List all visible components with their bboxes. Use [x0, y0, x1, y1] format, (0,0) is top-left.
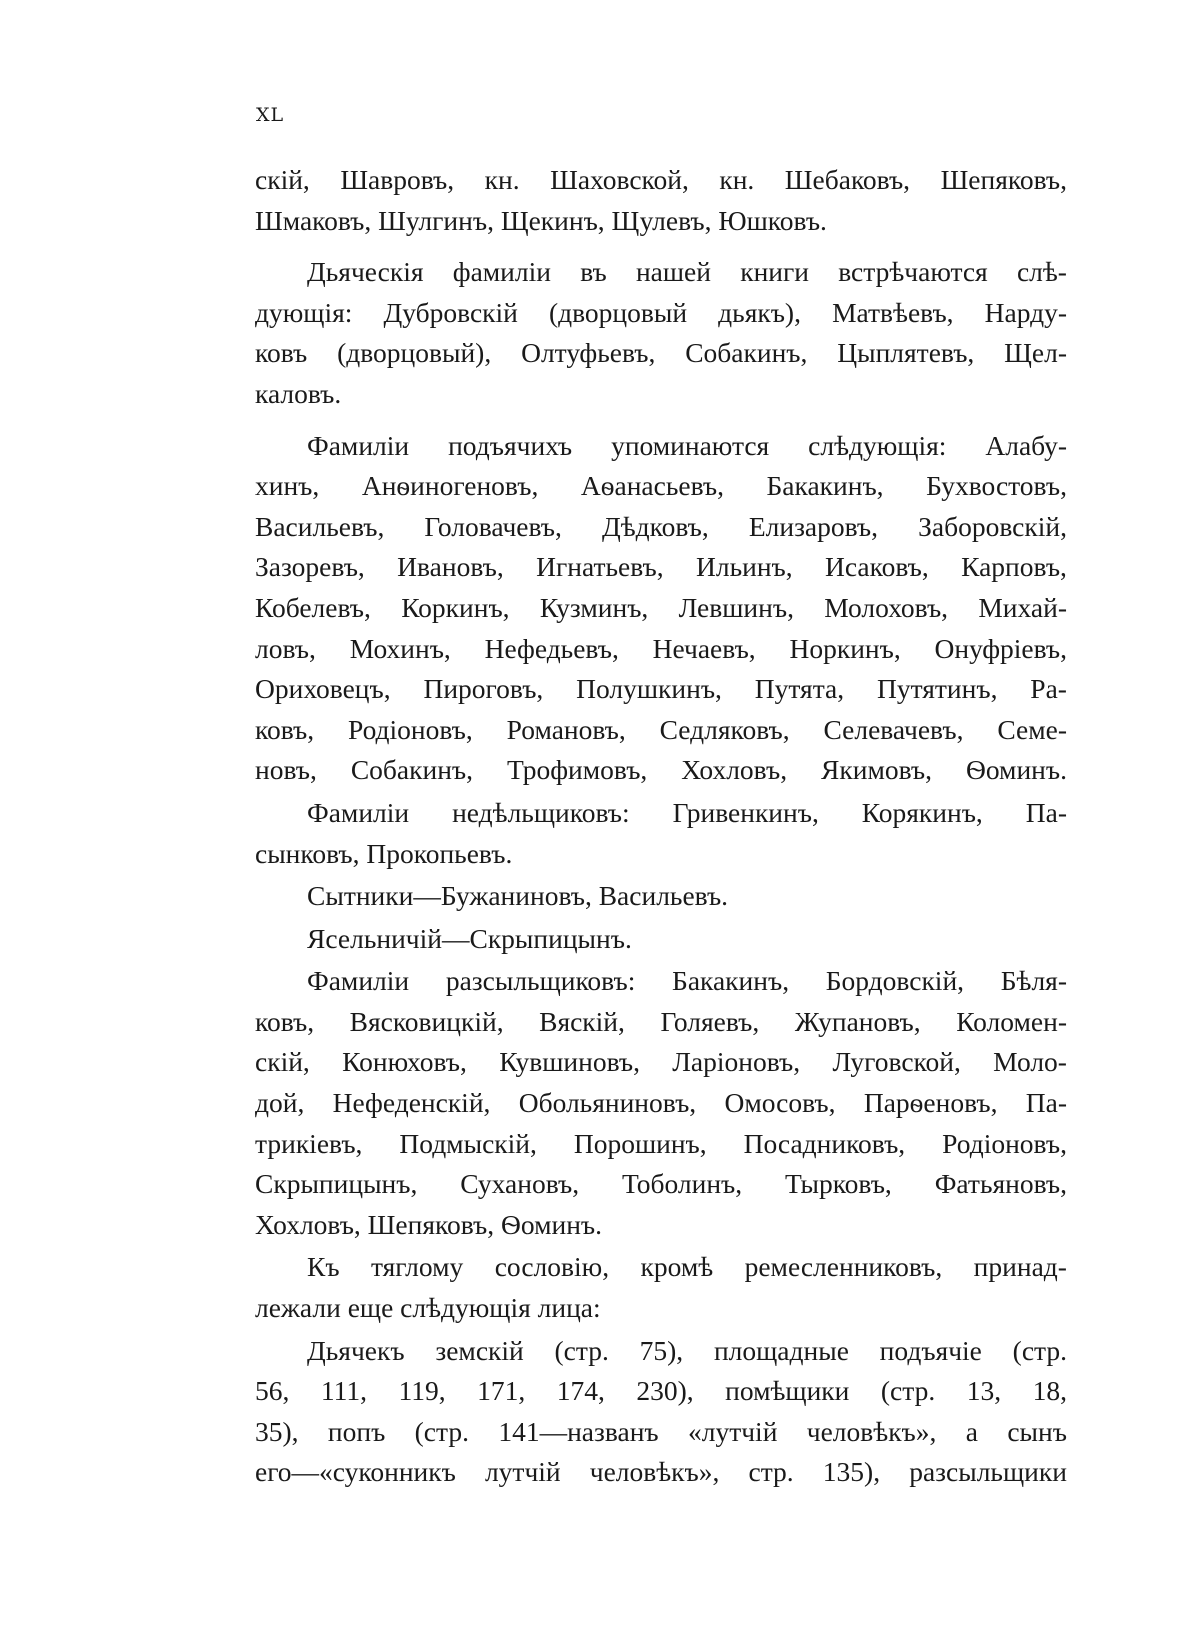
page-number: XL: [256, 104, 285, 126]
text-line: сынковъ, Прокопьевъ.: [255, 837, 513, 869]
text-line: Ясельничій—Скрыпицынъ.: [307, 922, 632, 954]
text-line: дой, Нефеденскій, Обольяниновъ, Омосовъ, Парѳеновъ, Па-: [255, 1087, 1067, 1119]
text-line: каловъ.: [255, 377, 342, 409]
text-line: скій, Шавровъ, кн. Шаховской, кн. Шебаковъ, Шепяковъ,: [255, 164, 1067, 195]
text-line: ковъ, Родіоновъ, Романовъ, Седляковъ, Селевачевъ, Семе-: [255, 713, 1067, 745]
text-line: дующія: Дубровскій (дворцовый дьякъ), Матвѣевъ, Нарду-: [255, 296, 1067, 328]
text-line: Шмаковъ, Шулгинъ, Щекинъ, Щулевъ, Юшковъ.: [255, 204, 827, 236]
text-line: ковъ, Вясковицкій, Вяскій, Голяевъ, Жупановъ, Коломен-: [255, 1005, 1067, 1037]
text-line: Васильевъ, Головачевъ, Дѣдковъ, Елизаровъ, Заборовскій,: [255, 510, 1067, 542]
text-line: Фамиліи недѣльщиковъ: Гривенкинъ, Корякинъ, Па-: [307, 796, 1067, 828]
text-line: Скрыпицынъ, Сухановъ, Тоболинъ, Тырковъ, Фатьяновъ,: [255, 1168, 1067, 1200]
text-line: трикіевъ, Подмыскій, Порошинъ, Посадниковъ, Родіоновъ,: [255, 1127, 1067, 1159]
text-line: Сытники—Бужаниновъ, Васильевъ.: [307, 880, 729, 912]
text-line: Къ тяглому сословію, кромѣ ремесленниковъ, принад-: [307, 1251, 1067, 1283]
text-line: 56, 111, 119, 171, 174, 230), помѣщики (стр. 13, 18,: [255, 1375, 1067, 1407]
text-line: 35), попъ (стр. 141—названъ «лутчій человѣкъ», а сынъ: [255, 1415, 1067, 1447]
text-line: скій, Конюховъ, Кувшиновъ, Ларіоновъ, Луговской, Моло-: [255, 1046, 1067, 1078]
text-line: Зазоревъ, Ивановъ, Игнатьевъ, Ильинъ, Исаковъ, Карповъ,: [255, 551, 1067, 583]
text-line: Фамиліи разсыльщиковъ: Бакакинъ, Бордовскій, Бѣля-: [307, 965, 1067, 997]
body-text: [255, 160, 1067, 1493]
text-line: Фамиліи подъячихъ упоминаются слѣдующія: Алабу-: [307, 429, 1067, 461]
text-line: Ориховецъ, Пироговъ, Полушкинъ, Путята, Путятинъ, Ра-: [255, 673, 1067, 705]
text-line: его—«суконникъ лутчій человѣкъ», стр. 135), разсыльщики: [255, 1456, 1067, 1488]
text-line: Кобелевъ, Коркинъ, Кузминъ, Левшинъ, Молоховъ, Михай-: [255, 591, 1067, 623]
text-line: ковъ (дворцовый), Олтуфьевъ, Собакинъ, Цыплятевъ, Щел-: [255, 337, 1067, 369]
text-line: Хохловъ, Шепяковъ, Ѳоминъ.: [255, 1208, 602, 1240]
text-line: лежали еще слѣдующія лица:: [255, 1292, 601, 1324]
text-line: Дьяческія фамиліи въ нашей книги встрѣчаются слѣ-: [307, 256, 1067, 288]
text-line: ловъ, Мохинъ, Нефедьевъ, Нечаевъ, Норкинъ, Онуфріевъ,: [255, 632, 1067, 664]
text-line: Дьячекъ земскій (стр. 75), площадные подъячіе (стр.: [307, 1334, 1067, 1366]
text-line: новъ, Собакинъ, Трофимовъ, Хохловъ, Якимовъ, Ѳоминъ.: [255, 754, 1067, 786]
text-line: хинъ, Анѳиногеновъ, Аѳанасьевъ, Бакакинъ, Бухвостовъ,: [255, 470, 1067, 502]
